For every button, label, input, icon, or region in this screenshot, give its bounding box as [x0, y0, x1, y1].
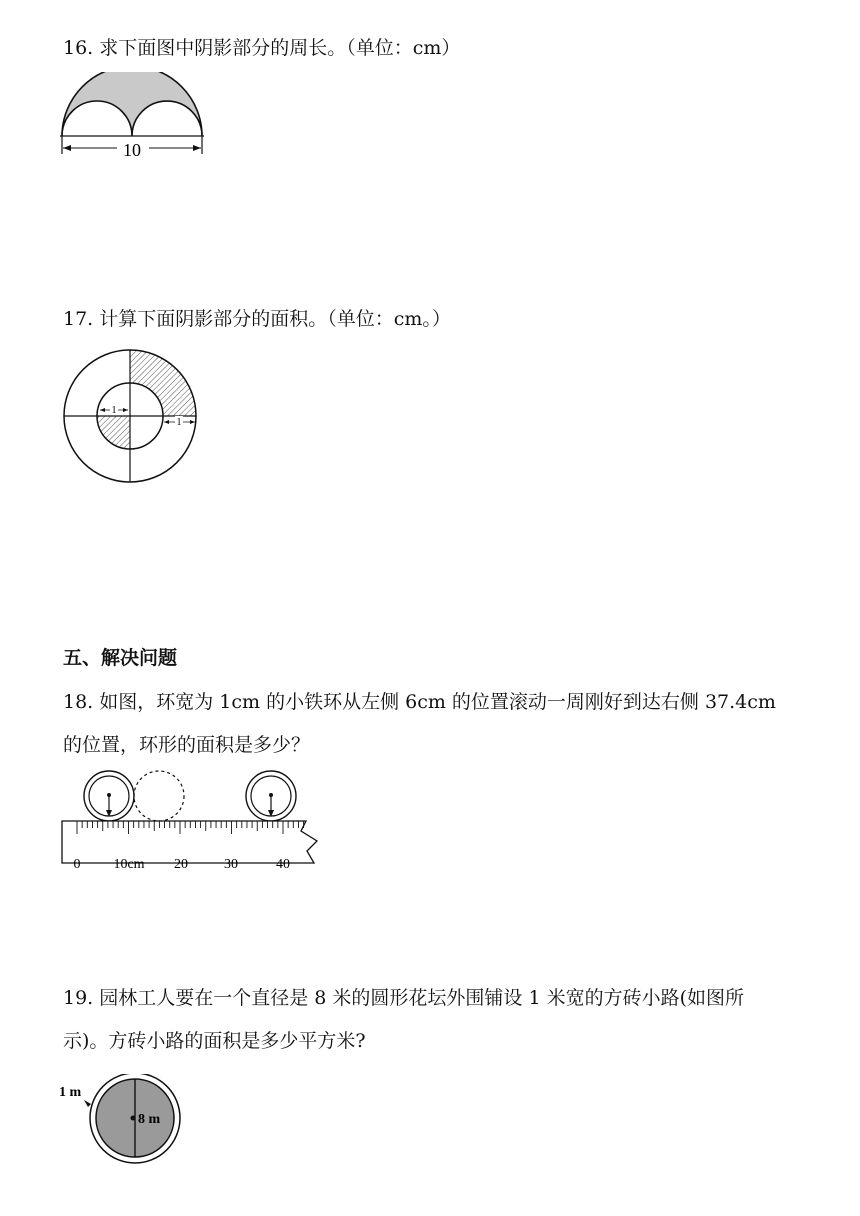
ruler-label-20: 20 [174, 857, 188, 872]
path-width-label: 1 m [59, 1085, 82, 1100]
arrow-left-icon [63, 145, 71, 151]
question-19-line-2: 示)。方砖小路的面积是多少平方米? [63, 1030, 366, 1052]
question-18-line-2: 的位置，环形的面积是多少？ [63, 734, 311, 756]
dimension-label: 10 [123, 140, 141, 160]
flowerbed-figure [56, 1074, 196, 1170]
iron-ring-left [84, 771, 134, 821]
ruler-label-30: 30 [224, 857, 238, 872]
arrow-left-icon [100, 408, 105, 412]
arrow-left-icon [164, 420, 169, 424]
iron-ring-right [246, 771, 296, 821]
ruler-label-10cm: 10cm [113, 857, 145, 872]
question-18-line-1: 18. 如图，环宽为 1cm 的小铁环从左侧 6cm 的位置滚动一周刚好到达右侧 37.4cm [63, 691, 776, 713]
inner-radius-label: 1 [111, 405, 117, 416]
semicircle-figure [55, 72, 215, 164]
arrow-right-icon [193, 145, 201, 151]
ruler-label-0: 0 [73, 857, 81, 872]
question-19-line-1: 19. 园林工人要在一个直径是 8 米的圆形花坛外围铺设 1 米宽的方砖小路(如图所 [63, 987, 745, 1009]
shaded-region [62, 72, 202, 136]
annulus-figure [58, 344, 208, 488]
rolling-ring-dashed [134, 771, 184, 821]
ruler-label-40: 40 [276, 857, 290, 872]
arrow-icon [84, 1100, 91, 1107]
diameter-label: 8 m [138, 1112, 161, 1127]
arrow-right-icon [190, 420, 195, 424]
center-dot [131, 1116, 136, 1121]
question-17-text: 17. 计算下面阴影部分的面积。（单位：cm。） [63, 308, 451, 330]
arrow-right-icon [123, 408, 128, 412]
ruler-figure [60, 765, 324, 877]
question-16-text: 16. 求下面图中阴影部分的周长。（单位：cm） [63, 37, 461, 59]
ring-width-label: 1 [176, 417, 182, 428]
section-title: 五、解决问题 [63, 647, 178, 669]
